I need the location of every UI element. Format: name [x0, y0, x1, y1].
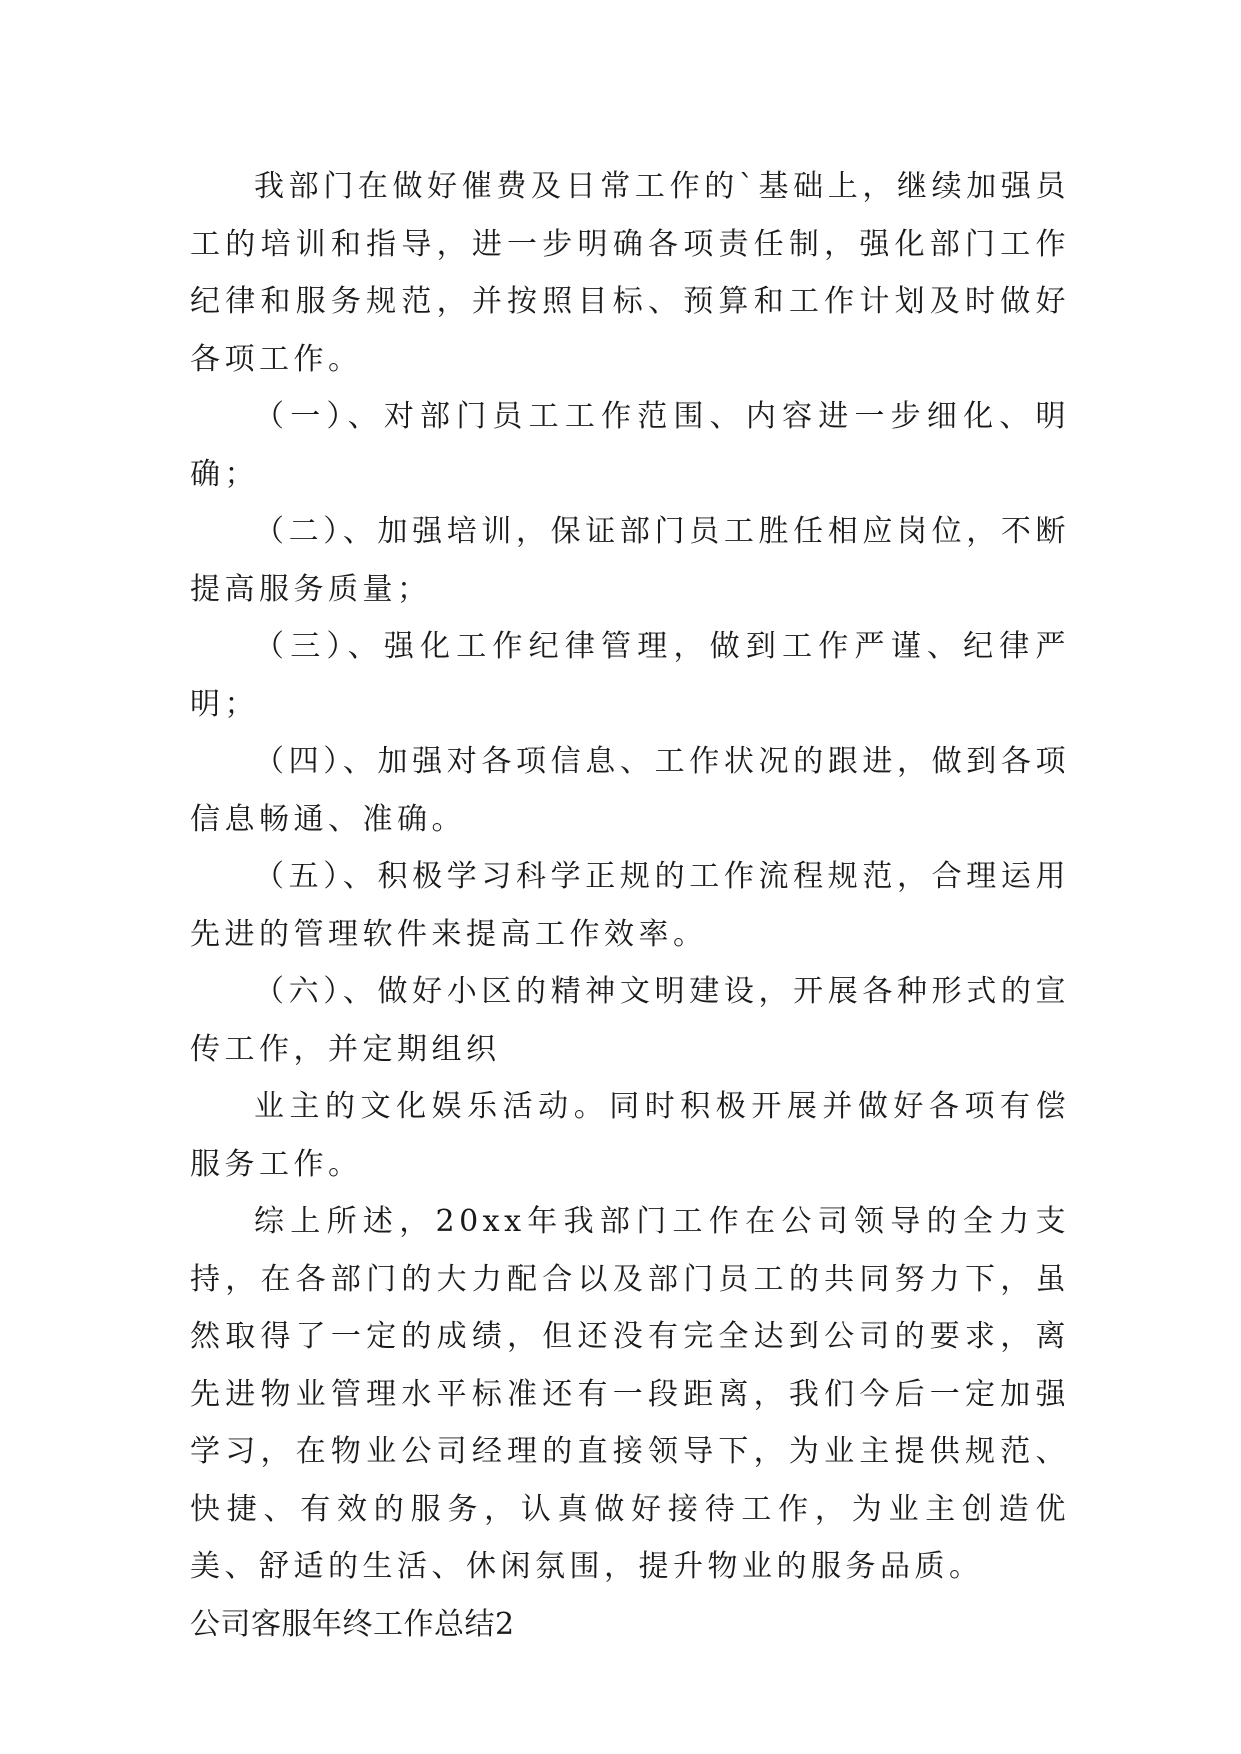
paragraph-intro: 我部门在做好催费及日常工作的`基础上，继续加强员工的培训和指导，进一步明确各项责任制，强化部门工作纪律和服务规范，并按照目标、预算和工作计划及时做好各项工作。	[190, 169, 1070, 377]
list-item-1: （一）、对部门员工工作范围、内容进一步细化、明确；	[190, 399, 1070, 492]
section-title: 公司客服年终工作总结2	[190, 1606, 515, 1642]
list-item-2: （二）、加强培训，保证部门员工胜任相应岗位，不断提高服务质量；	[190, 514, 1070, 607]
list-item-3: （三）、强化工作纪律管理，做到工作严谨、纪律严明；	[190, 629, 1070, 722]
paragraph-summary: 综上所述，20xx年我部门工作在公司领导的全力支持，在各部门的大力配合以及部门员工的共同努力下，虽然取得了一定的成绩，但还没有完全达到公司的要求，离先进物业管理水平标准还有一段距离，我们今后一定加强学习，在物业公司经理的直接领导下，为业主提供规范、快捷、有效的服务，认真做好接待工作，为业主创造优美、舒适的生活、休闲氛围，提升物业的服务品质。	[190, 1204, 1070, 1584]
list-item-4: （四）、加强对各项信息、工作状况的跟进，做到各项信息畅通、准确。	[190, 744, 1070, 837]
document-body	[190, 158, 1070, 1653]
list-item-6: （六）、做好小区的精神文明建设，开展各种形式的宣传工作，并定期组织	[190, 974, 1070, 1067]
list-item-5: （五）、积极学习科学正规的工作流程规范，合理运用先进的管理软件来提高工作效率。	[190, 859, 1070, 952]
list-item-6-continuation: 业主的文化娱乐活动。同时积极开展并做好各项有偿服务工作。	[190, 1089, 1070, 1182]
